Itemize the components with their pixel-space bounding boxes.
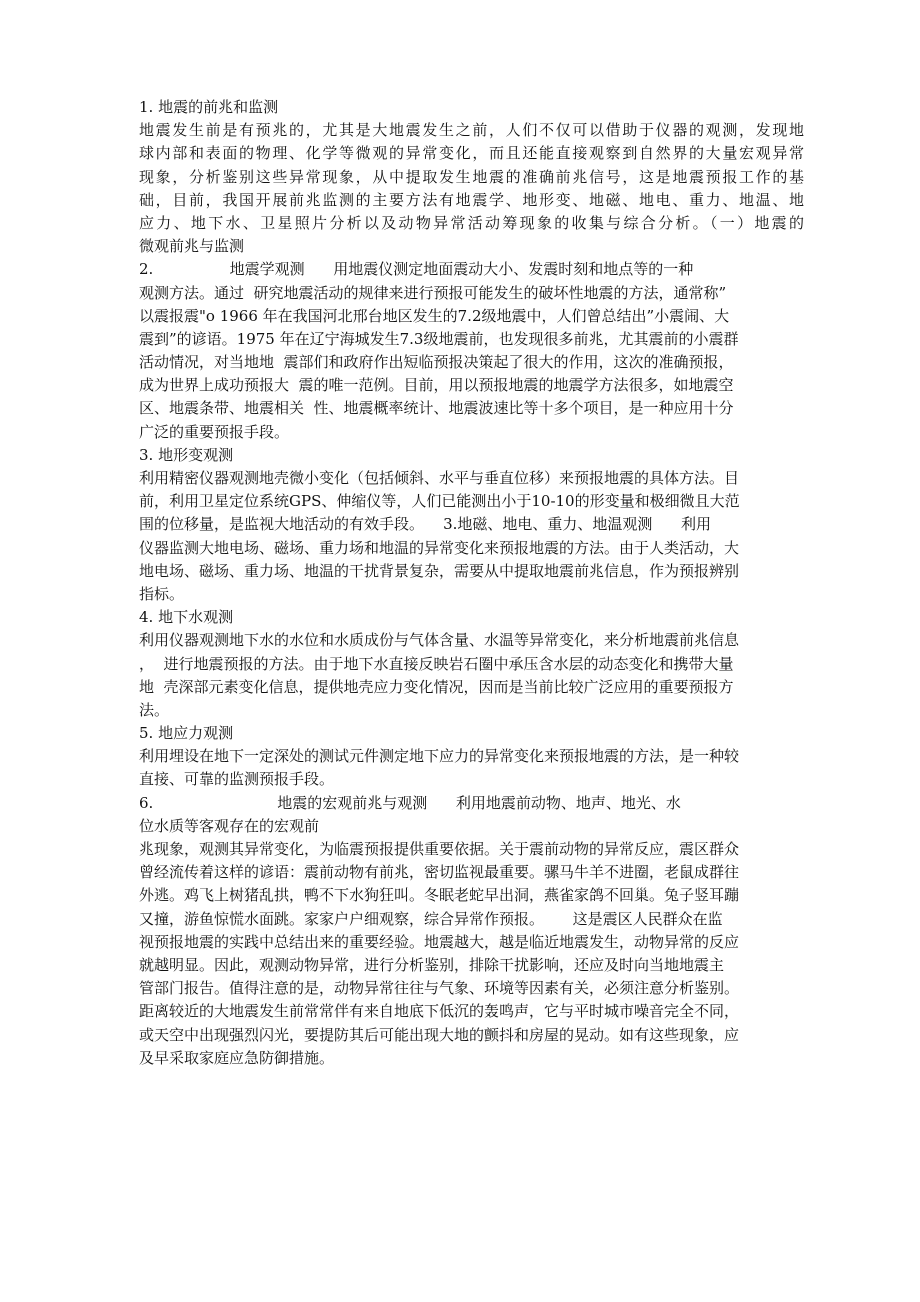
paragraph-line: 区、地震条带、地震相关 性、地震概率统计、地震波速比等十多个项目，是一种应用十分: [139, 399, 734, 418]
paragraph-line: 地电场、磁场、重力场、地温的干扰背景复杂，需要从中提取地震前兆信息，作为预报辨别: [139, 561, 740, 580]
heading-1: 1. 地震的前兆和监测: [139, 98, 279, 116]
paragraph-line: 管部门报告。值得注意的是，动物异常往往与气象、环境等因素有关，必须注意分析鉴别。: [139, 979, 740, 998]
paragraph-line: 围的位移量，是监视大地活动的有效手段。 3.地磁、地电、重力、地温观测 利用: [139, 515, 711, 534]
paragraph-line: 应力、地下水、卫星照片分析以及动物异常活动筹现象的收集与综合分析。（一）地震的: [139, 213, 804, 232]
document-body: [139, 96, 804, 1070]
paragraph-line: 球内部和表面的物理、化学等微观的异常变化，而且还能直接观察到自然界的大量宏观异常: [139, 144, 804, 163]
heading-6: 6. 地震的宏观前兆与观测 利用地震前动物、地声、地光、水: [139, 793, 681, 812]
paragraph-line: 法。: [139, 700, 170, 719]
paragraph-line: 及早采取家庭应急防御措施。: [139, 1048, 335, 1067]
paragraph-line: 位水质等客观存在的宏观前: [139, 816, 320, 835]
paragraph-line: 或天空中出现强烈闪光，要提防其后可能出现大地的颤抖和房屋的晃动。如有这些现象，应: [139, 1025, 740, 1044]
paragraph-line: 以震报震"o 1966 年在我国河北邢台地区发生的7.2级地震中，人们曾总结出”小震闹、大: [139, 306, 730, 325]
paragraph-line: 仪器监测大地电场、磁场、重力场和地温的异常变化来预报地震的方法。由于人类活动，大: [139, 538, 740, 557]
paragraph-line: 又撞，游鱼惊慌水面跳。家家户户细观察，综合异常作预报。 这是震区人民群众在监: [139, 909, 723, 928]
paragraph-line: 利用埋设在地下一定深处的测试元件测定地下应力的异常变化来预报地震的方法，是一种较: [139, 747, 740, 766]
paragraph-line: 视预报地震的实践中总结出来的重要经验。地震越大，越是临近地震发生，动物异常的反应: [139, 932, 740, 951]
paragraph-line: 指标。: [139, 584, 185, 603]
paragraph-line: 利用精密仪器观测地壳微小变化（包括倾斜、水平与垂直位移）来预报地震的具体方法。目: [139, 469, 740, 487]
paragraph-line: 震到”的谚语。1975 年在辽宁海城发生7.3级地震前，也发现很多前兆，尤其震前的小震群: [139, 329, 739, 348]
paragraph-line: 利用仪器观测地下水的水位和水质成份与气体含量、水温等异常变化，来分析地震前兆信息: [139, 631, 740, 650]
paragraph-line: 成为世界上成功预报大 震的唯一范例。目前，用以预报地震的地震学方法很多，如地震空: [139, 376, 734, 395]
paragraph-line: 兆现象，观测其异常变化，为临震预报提供重要依据。关于震前动物的异常反应，震区群众: [139, 840, 740, 858]
paragraph-line: 距离较近的大地震发生前常常伴有来自地底下低沉的轰鸣声，它与平时城市噪音完全不同，: [139, 1002, 740, 1021]
paragraph-line: 就越明显。因此，观测动物异常，进行分析鉴别，排除干扰影响，还应及时向当地地震主: [139, 955, 725, 974]
paragraph-line: 活动情况，对当地地 震部们和政府作出短临预报决策起了很大的作用，这次的准确预报，: [139, 353, 734, 372]
paragraph-line: 广泛的重要预报手段。: [139, 422, 290, 441]
heading-4: 4. 地下水观测: [139, 608, 234, 627]
paragraph-line: 观测方法。通过 研究地震活动的规律来进行预报可能发生的破坏性地震的方法，通常称”: [139, 283, 727, 302]
paragraph-line: 前，利用卫星定位系统GPS、伸缩仪等，人们已能测出小于10-10的形变量和极细微且大范: [139, 492, 740, 511]
paragraph-line: 地 壳深部元素变化信息，提供地壳应力变化情况，因而是当前比较广泛应用的重要预报方: [139, 677, 734, 696]
paragraph-line: 外逃。鸡飞上树猪乱拱，鸭不下水狗狂叫。冬眠老蛇早出洞，燕雀家鸽不回巢。兔子竖耳蹦: [139, 886, 740, 905]
heading-2: 2. 地震学观测 用地震仪测定地面震动大小、发震时刻和地点等的一种: [139, 260, 694, 279]
paragraph-line: 地震发生前是有预兆的，尤其是大地震发生之前，人们不仅可以借助于仪器的观测，发现地: [139, 121, 804, 140]
heading-5: 5. 地应力观测: [139, 724, 234, 743]
paragraph-line: 曾经流传着这样的谚语：震前动物有前兆，密切监视最重要。骡马牛羊不进圈，老鼠成群往: [139, 863, 740, 882]
paragraph-line: 微观前兆与监测: [139, 237, 245, 256]
paragraph-line: 础，目前，我国开展前兆监测的主要方法有地震学、地形变、地磁、地电、重力、地温、地: [139, 190, 804, 209]
paragraph-line: 直接、可靠的监测预报手段。: [139, 770, 335, 789]
paragraph-line: 现象，分析鉴别这些异常现象，从中提取发生地震的准确前兆信号，这是地震预报工作的基: [139, 167, 804, 186]
paragraph-line: ， 进行地震预报的方法。由于地下水直接反映岩石圈中承压含水层的动态变化和携带大量: [139, 654, 734, 673]
heading-3: 3. 地形变观测: [139, 445, 234, 464]
